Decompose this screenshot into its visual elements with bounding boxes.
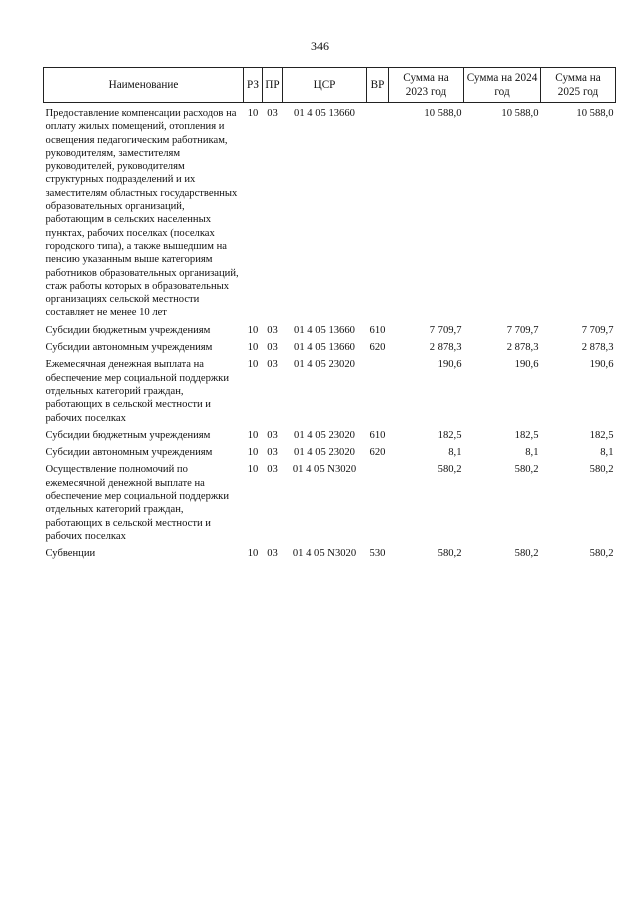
row-sum-2025: 580,2 xyxy=(589,464,614,476)
row-vr: 530 xyxy=(369,548,386,560)
row-sum-2025: 580,2 xyxy=(589,548,614,560)
header-csr: ЦСР xyxy=(283,68,367,103)
row-csr: 01 4 05 23020 xyxy=(294,429,355,441)
row-sum-2023: 190,6 xyxy=(437,359,462,371)
row-pr: 03 xyxy=(267,447,278,459)
row-rz: 10 xyxy=(247,464,259,476)
row-sum-2025: 8,1 xyxy=(600,447,614,459)
row-pr: 03 xyxy=(267,342,278,354)
row-pr: 03 xyxy=(267,429,278,441)
row-vr: 610 xyxy=(369,429,386,441)
row-vr xyxy=(367,107,389,320)
row-csr: 01 4 05 13660 xyxy=(294,342,355,354)
row-pr: 03 xyxy=(267,108,278,119)
header-rz: РЗ xyxy=(244,68,263,103)
row-sum-2024: 7 709,7 xyxy=(506,324,539,336)
row-rz: 10 xyxy=(247,359,259,371)
row-csr: 01 4 05 N3020 xyxy=(292,464,357,476)
row-name: Субсидии автономным учреждениям xyxy=(45,447,213,459)
table-row xyxy=(44,547,616,560)
row-sum-2024: 2 878,3 xyxy=(506,342,539,354)
row-rz: 10 xyxy=(247,429,259,441)
row-rz: 10 xyxy=(247,548,259,560)
row-name: Субсидии автономным учреждениям xyxy=(45,342,213,354)
budget-table xyxy=(43,67,616,561)
page-number: 346 xyxy=(311,39,329,53)
row-sum-2023: 182,5 xyxy=(437,429,462,441)
table-row xyxy=(44,341,616,354)
row-csr: 01 4 05 N3020 xyxy=(292,548,357,560)
row-rz: 10 xyxy=(247,342,259,354)
row-pr: 03 xyxy=(267,359,278,371)
header-pr: ПР xyxy=(263,68,283,103)
row-sum-2025: 10 588,0 xyxy=(576,108,614,119)
row-sum-2025: 2 878,3 xyxy=(581,342,614,354)
row-csr: 01 4 05 23020 xyxy=(294,447,355,459)
row-sum-2023: 580,2 xyxy=(437,548,462,560)
row-rz: 10 xyxy=(247,324,259,336)
row-pr: 03 xyxy=(267,324,278,336)
row-name: Осуществление полномочий по ежемесячной денежной выплате на обеспечение мер социальной поддержки отдельных категорий граждан, работающих в сельской местности и рабочих поселках xyxy=(45,464,230,542)
row-name: Субвенции xyxy=(45,548,96,560)
row-vr xyxy=(367,358,389,424)
row-sum-2025: 182,5 xyxy=(589,429,614,441)
row-rz: 10 xyxy=(247,108,259,119)
row-name: Предоставление компенсации расходов на оплату жилых помещений, отопления и освещения педагогическим работникам, руководителям, заместителям руководителей, руководителям структурных подразделений и их заместителям областных государственных образовательных организаций, работающим в сельских населенных пунктах, рабочих поселках (поселках городского типа), а также вышедшим на пенсию указанным выше категориям работников образовательных организаций, стаж работы которых в образовательных организациях сельской местности составляет не менее 10 лет xyxy=(45,108,239,319)
table-row xyxy=(44,429,616,442)
row-sum-2025: 190,6 xyxy=(589,359,614,371)
header-sum-2024: Сумма на 2024 год xyxy=(464,68,541,103)
row-sum-2023: 10 588,0 xyxy=(424,108,462,119)
row-sum-2024: 182,5 xyxy=(514,429,539,441)
row-sum-2024: 190,6 xyxy=(514,359,539,371)
row-csr: 01 4 05 13660 xyxy=(294,108,355,119)
row-sum-2023: 580,2 xyxy=(437,464,462,476)
header-name: Наименование xyxy=(44,68,244,103)
row-vr: 610 xyxy=(369,324,386,336)
row-sum-2023: 7 709,7 xyxy=(429,324,462,336)
row-pr: 03 xyxy=(267,548,278,560)
row-name: Ежемесячная денежная выплата на обеспечение мер социальной поддержки отдельных категорий граждан, работающих в сельской местности и рабочих поселках xyxy=(45,359,230,424)
table-row xyxy=(44,358,616,424)
header-row xyxy=(44,68,616,103)
row-sum-2025: 7 709,7 xyxy=(581,324,614,336)
row-sum-2024: 10 588,0 xyxy=(501,108,539,119)
row-sum-2024: 580,2 xyxy=(514,464,539,476)
row-rz: 10 xyxy=(247,447,259,459)
table-row xyxy=(44,107,616,320)
row-vr: 620 xyxy=(369,342,386,354)
row-vr xyxy=(367,463,389,543)
header-sum-2023: Сумма на 2023 год xyxy=(389,68,464,103)
row-vr: 620 xyxy=(369,447,386,459)
row-csr: 01 4 05 13660 xyxy=(294,324,355,336)
row-sum-2024: 580,2 xyxy=(514,548,539,560)
row-sum-2024: 8,1 xyxy=(525,447,539,459)
row-name: Субсидии бюджетным учреждениям xyxy=(45,324,211,336)
table-row xyxy=(44,324,616,337)
row-name: Субсидии бюджетным учреждениям xyxy=(45,429,211,441)
table-row xyxy=(44,463,616,543)
row-sum-2023: 2 878,3 xyxy=(429,342,462,354)
table-row xyxy=(44,446,616,459)
row-csr: 01 4 05 23020 xyxy=(294,359,355,371)
header-vr: ВР xyxy=(367,68,389,103)
row-sum-2023: 8,1 xyxy=(448,447,462,459)
row-pr: 03 xyxy=(267,464,278,476)
header-sum-2025: Сумма на 2025 год xyxy=(541,68,616,103)
